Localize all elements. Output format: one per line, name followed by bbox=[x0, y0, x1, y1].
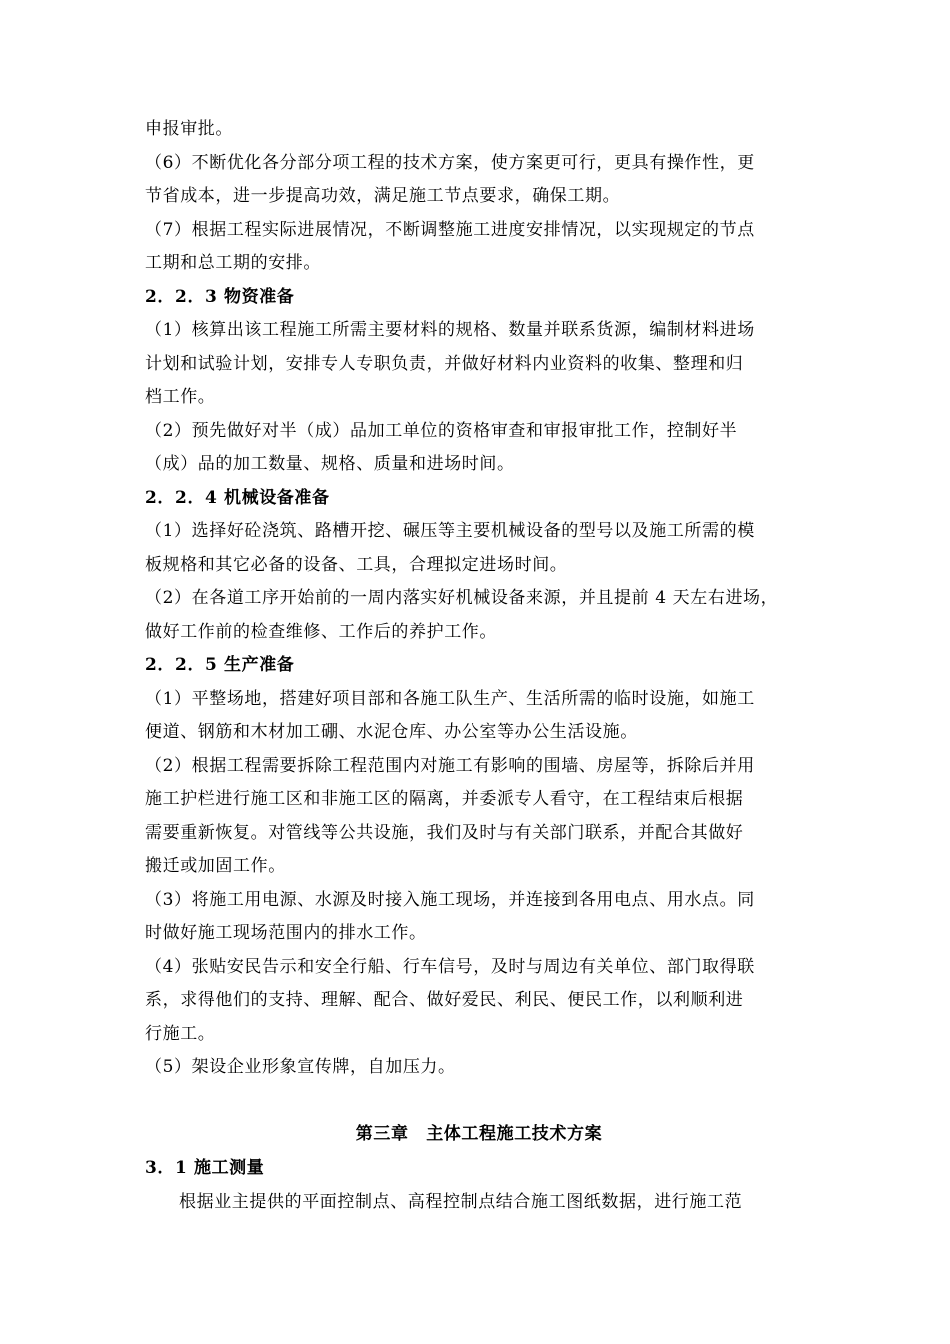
chapter-title: 第三章 主体工程施工技术方案 bbox=[355, 1123, 603, 1144]
text-line: 系，求得他们的支持、理解、配合、做好爱民、利民、便民工作，以利顺利进 bbox=[145, 990, 744, 1010]
text-line: 根据业主提供的平面控制点、高程控制点结合施工图纸数据，进行施工范 bbox=[179, 1191, 743, 1212]
text-line: （4）张贴安民告示和安全行船、行车信号，及时与周边有关单位、部门取得联 bbox=[145, 956, 755, 977]
text-line: （6）不断优化各分部分项工程的技术方案，使方案更可行，更具有操作性，更 bbox=[145, 152, 755, 173]
text-line: 施工护栏进行施工区和非施工区的隔离，并委派专人看守，在工程结束后根据 bbox=[145, 789, 744, 809]
section-heading: 2．2．5 生产准备 bbox=[145, 655, 295, 675]
text-line: 节省成本，进一步提高功效，满足施工节点要求，确保工期。 bbox=[145, 186, 621, 206]
text-line: （2）在各道工序开始前的一周内落实好机械设备来源，并且提前 4 天左右进场， bbox=[145, 588, 779, 608]
section-heading: 3．1 施工测量 bbox=[145, 1158, 265, 1178]
text-line: 申报审批。 bbox=[145, 119, 233, 139]
section-heading: 2．2．4 机械设备准备 bbox=[145, 487, 330, 508]
text-line: 时做好施工现场范围内的排水工作。 bbox=[145, 923, 427, 943]
text-line: 需要重新恢复。对管线等公共设施，我们及时与有关部门联系，并配合其做好 bbox=[145, 822, 744, 843]
text-line: （7）根据工程实际进展情况，不断调整施工进度安排情况，以实现规定的节点 bbox=[145, 219, 755, 240]
text-line: （1）核算出该工程施工所需主要材料的规格、数量并联系货源，编制材料进场 bbox=[145, 320, 755, 340]
text-line: 行施工。 bbox=[145, 1023, 216, 1044]
text-line: 搬迁或加固工作。 bbox=[145, 856, 286, 876]
text-line: 档工作。 bbox=[145, 387, 216, 407]
text-line: （1）平整场地，搭建好项目部和各施工队生产、生活所需的临时设施，如施工 bbox=[145, 688, 755, 709]
text-line: 板规格和其它必备的设备、工具，合理拟定进场时间。 bbox=[145, 554, 568, 575]
section-heading: 2．2．3 物资准备 bbox=[145, 286, 295, 307]
page-content bbox=[145, 113, 813, 1219]
text-line: （2）预先做好对半（成）品加工单位的资格审查和审报审批工作，控制好半 bbox=[145, 420, 738, 441]
text-line: 工期和总工期的安排。 bbox=[145, 253, 321, 273]
text-line: 做好工作前的检查维修、工作后的养护工作。 bbox=[145, 621, 497, 642]
text-line: （3）将施工用电源、水源及时接入施工现场，并连接到各用电点、用水点。同 bbox=[145, 889, 755, 910]
text-line: 便道、钢筋和木材加工硼、水泥仓库、办公室等办公生活设施。 bbox=[145, 722, 638, 742]
text-line: 计划和试验计划，安排专人专职负责，并做好材料内业资料的收集、整理和归 bbox=[145, 353, 744, 374]
text-line: （成）品的加工数量、规格、质量和进场时间。 bbox=[145, 454, 515, 474]
text-line: （1）选择好砼浇筑、路槽开挖、碾压等主要机械设备的型号以及施工所需的模 bbox=[145, 521, 755, 541]
text-line: （2）根据工程需要拆除工程范围内对施工有影响的围墙、房屋等，拆除后并用 bbox=[145, 755, 755, 776]
text-line: （5）架设企业形象宣传牌，自加压力。 bbox=[145, 1057, 456, 1077]
